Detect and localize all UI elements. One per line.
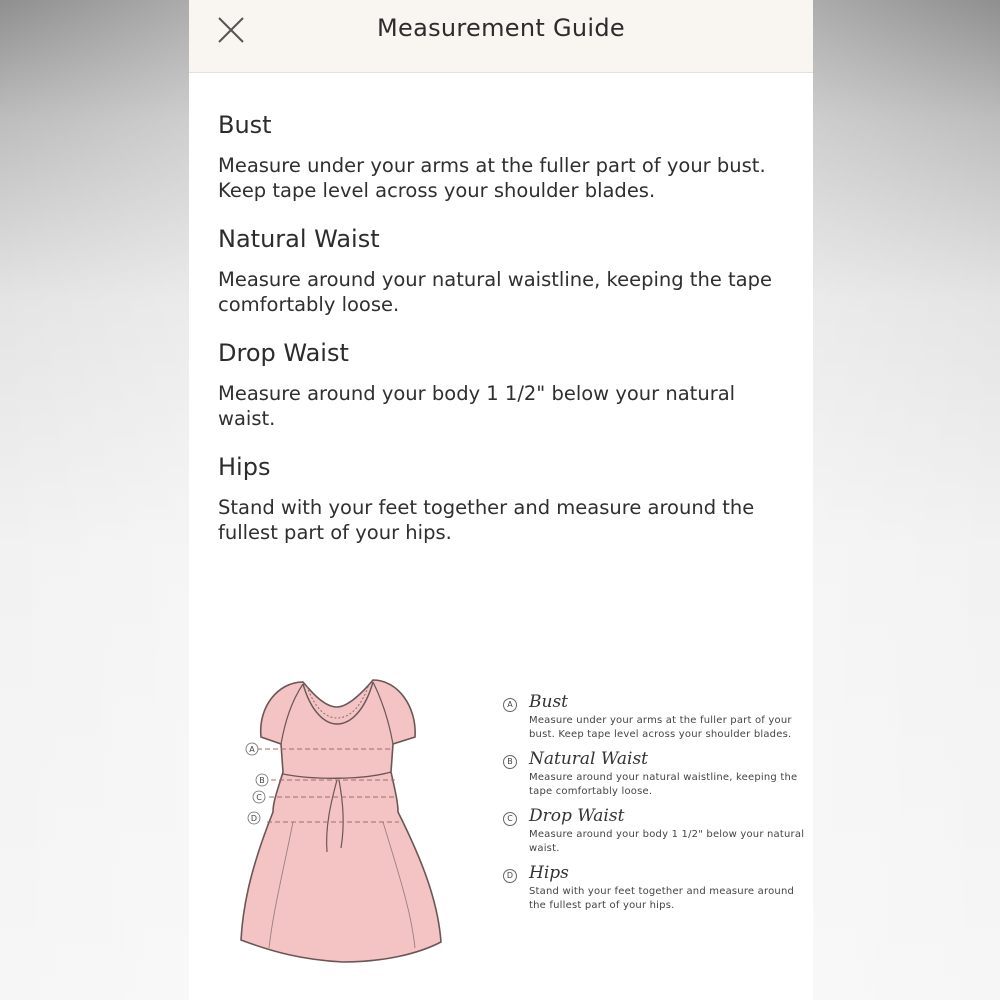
measurement-guide-sheet xyxy=(189,0,813,1000)
legend-title: Drop Waist xyxy=(529,806,625,826)
section-title: Drop Waist xyxy=(218,339,349,367)
marker-c xyxy=(253,791,265,803)
svg-text:D: D xyxy=(250,814,258,823)
section-title: Hips xyxy=(218,453,271,481)
legend-marker: A xyxy=(503,698,517,712)
backdrop-left xyxy=(0,0,189,1000)
guide-content xyxy=(189,73,813,545)
page-title: Measurement Guide xyxy=(377,14,625,42)
section-description: Measure around your natural waistline, keeping the tape comfortably loose. xyxy=(218,268,772,316)
legend-item-bust xyxy=(503,692,803,749)
legend-description: Measure around your body 1 1/2" below your natural waist. xyxy=(529,829,805,854)
section-description: Measure under your arms at the fuller part of your bust. Keep tape level across your shoulder blades. xyxy=(218,154,766,202)
measurement-illustration xyxy=(233,652,805,972)
legend-title: Hips xyxy=(529,863,569,883)
legend-title: Natural Waist xyxy=(529,749,649,769)
legend-item-drop-waist xyxy=(503,806,803,863)
legend-marker: C xyxy=(503,812,517,826)
legend-item-natural-waist xyxy=(503,749,803,806)
svg-text:C: C xyxy=(256,793,262,802)
marker-a xyxy=(246,743,258,755)
measurement-legend xyxy=(503,692,803,920)
section-natural-waist xyxy=(218,225,785,317)
legend-description: Stand with your feet together and measure around the fullest part of your hips. xyxy=(529,886,795,911)
legend-marker: D xyxy=(503,869,517,883)
svg-text:B: B xyxy=(259,776,265,785)
section-drop-waist xyxy=(218,339,785,431)
legend-title: Bust xyxy=(529,692,568,712)
dress-sketch xyxy=(233,652,483,972)
section-description: Stand with your feet together and measure around the fullest part of your hips. xyxy=(218,496,755,544)
legend-description: Measure under your arms at the fuller part of your bust. Keep tape level across your shoulder blades. xyxy=(529,715,792,740)
section-description: Measure around your body 1 1/2" below your natural waist. xyxy=(218,382,736,430)
marker-d xyxy=(248,812,260,824)
legend-item-hips xyxy=(503,863,803,920)
section-hips xyxy=(218,453,785,545)
backdrop-right xyxy=(813,0,1000,1000)
svg-text:A: A xyxy=(249,745,255,754)
section-bust xyxy=(218,111,785,203)
legend-description: Measure around your natural waistline, keeping the tape comfortably loose. xyxy=(529,772,798,797)
section-title: Natural Waist xyxy=(218,225,380,253)
legend-marker: B xyxy=(503,755,517,769)
marker-b xyxy=(256,774,268,786)
header xyxy=(189,0,813,73)
section-title: Bust xyxy=(218,111,272,139)
